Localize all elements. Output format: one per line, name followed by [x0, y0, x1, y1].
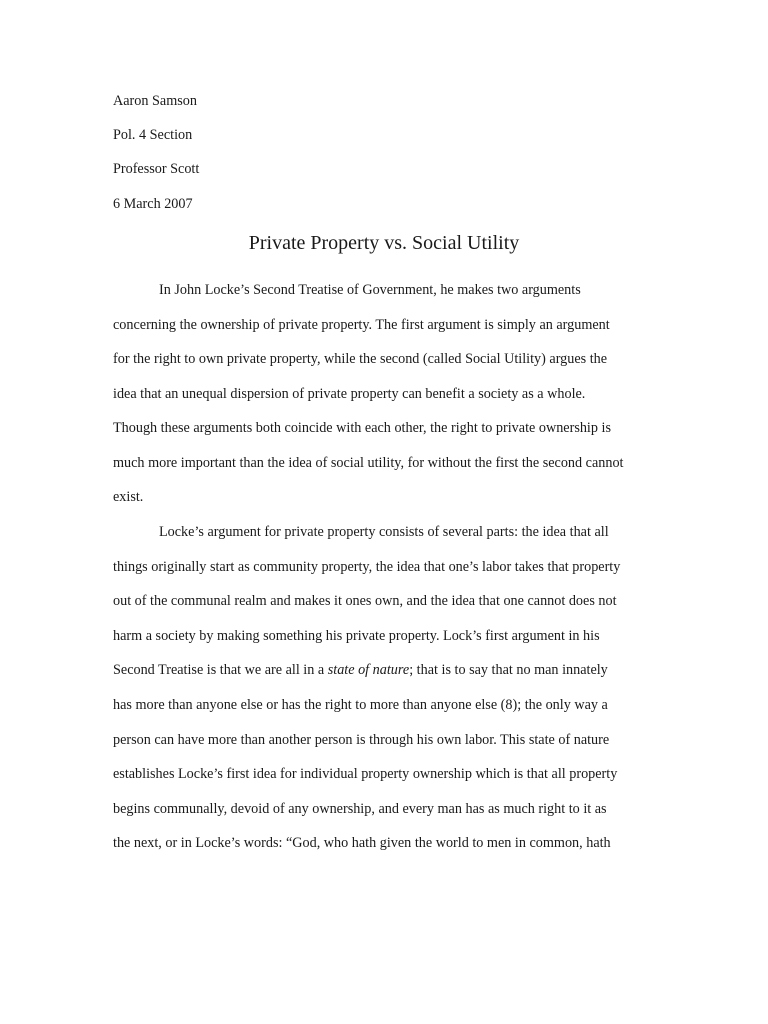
paragraph-1-line: Though these arguments both coincide with each other, the right to private ownership is: [113, 420, 611, 436]
paragraph-2-line: the next, or in Locke’s words: “God, who hath given the world to men in common, hath: [113, 835, 611, 851]
paragraph-2-line: begins communally, devoid of any ownership, and every man has as much right to it as: [113, 801, 607, 817]
paragraph-2-line: out of the communal realm and makes it ones own, and the idea that one cannot does not: [113, 593, 617, 609]
paragraph-2-line: [113, 660, 608, 680]
course-name: Pol. 4 Section: [113, 127, 193, 143]
paper-date: 6 March 2007: [113, 196, 193, 212]
italic-phrase: state of nature: [327, 662, 410, 678]
line-text: Second Treatise is that we are all in a: [113, 662, 328, 678]
paragraph-1-line: much more important than the idea of social utility, for without the first the second cannot: [113, 455, 624, 471]
author-name: Aaron Samson: [113, 93, 197, 109]
paragraph-2-line: Locke’s argument for private property consists of several parts: the idea that all: [159, 524, 609, 540]
paragraph-2-line: things originally start as community property, the idea that one’s labor takes that property: [113, 559, 621, 575]
paragraph-1-line: concerning the ownership of private property. The first argument is simply an argument: [113, 317, 610, 333]
paragraph-2-line: establishes Locke’s first idea for individual property ownership which is that all property: [113, 766, 618, 782]
paragraph-2-line: has more than anyone else or has the right to more than anyone else (8); the only way a: [113, 697, 608, 713]
paragraph-1-line: idea that an unequal dispersion of private property can benefit a society as a whole.: [113, 386, 586, 402]
paragraph-1-line: exist.: [113, 489, 144, 505]
paragraph-1-line: for the right to own private property, while the second (called Social Utility) argues the: [113, 351, 608, 367]
paper-title: Private Property vs. Social Utility: [248, 232, 520, 254]
professor-name: Professor Scott: [113, 161, 200, 177]
paragraph-1-line: In John Locke’s Second Treatise of Government, he makes two arguments: [159, 282, 581, 298]
line-text: ; that is to say that no man innately: [409, 662, 608, 678]
paragraph-2-line: harm a society by making something his private property. Lock’s first argument in his: [113, 628, 600, 644]
paragraph-2-line: person can have more than another person is through his own labor. This state of nature: [113, 732, 610, 748]
